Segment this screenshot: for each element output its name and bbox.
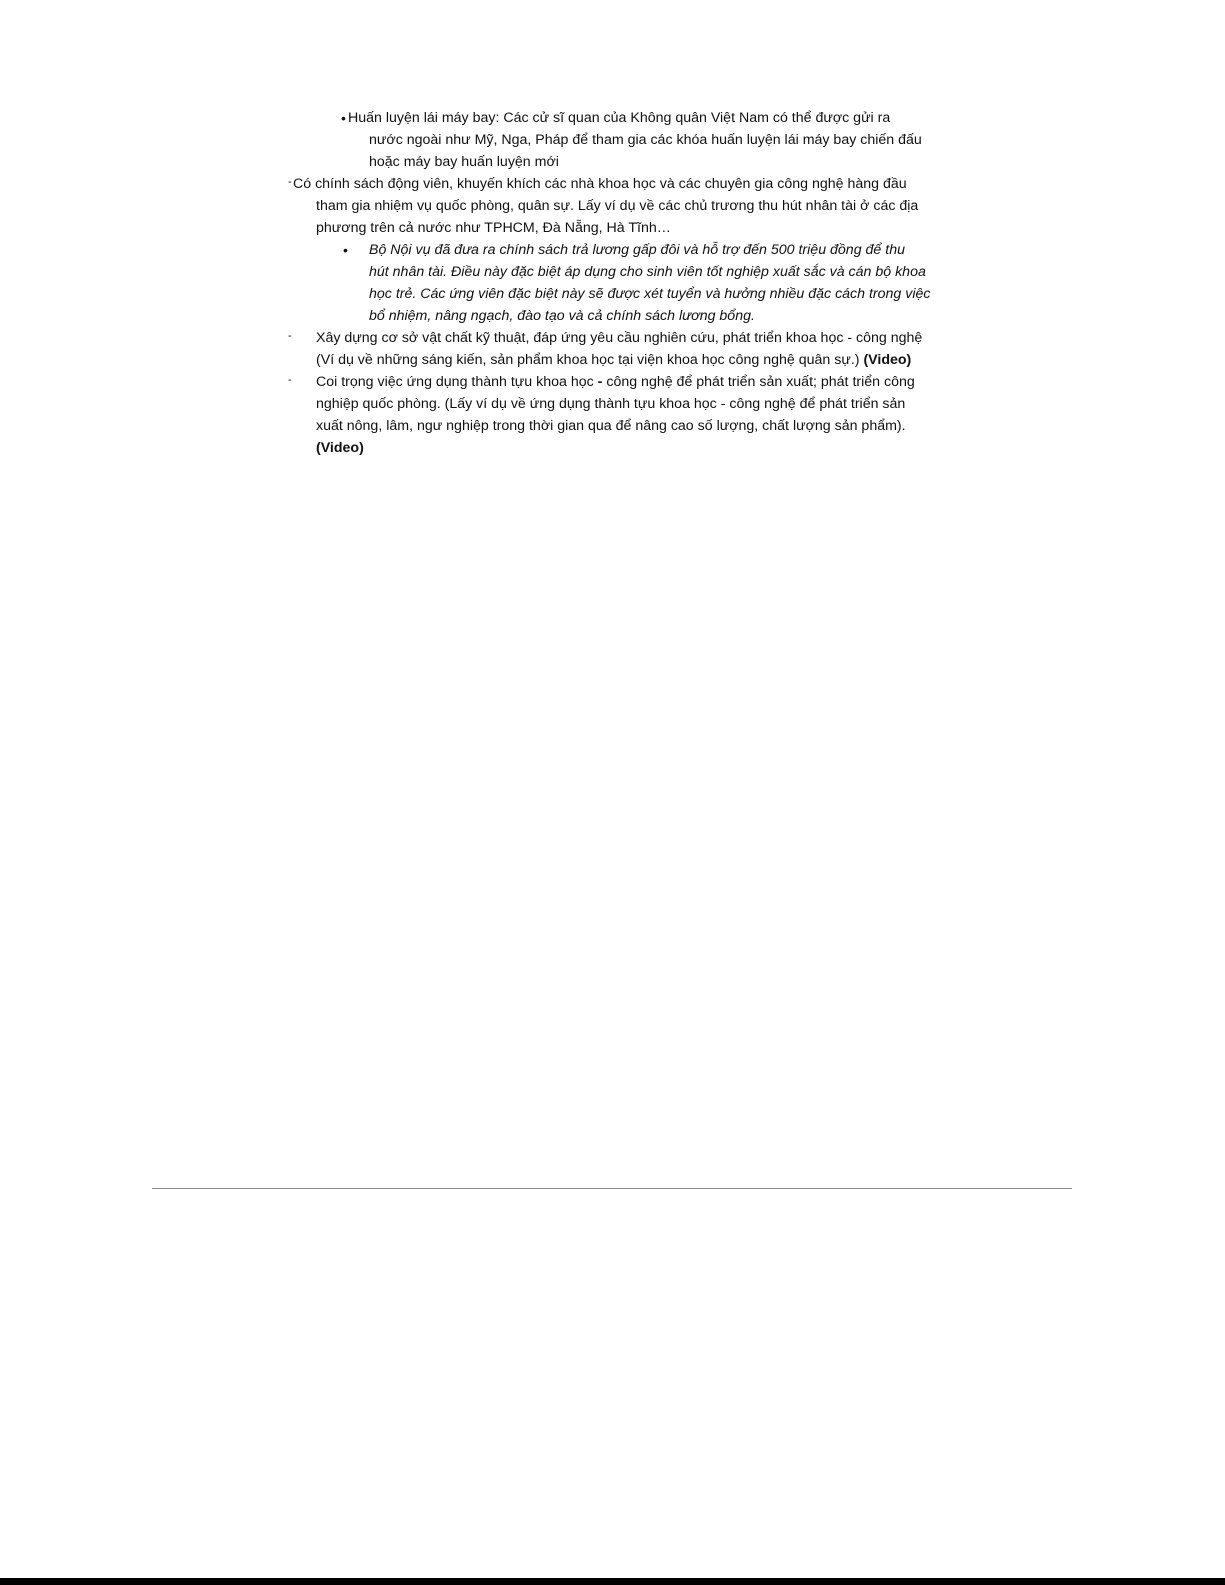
dash-line	[316, 350, 911, 370]
page-bottom-edge	[0, 1578, 1225, 1585]
bullet-line: bổ nhiệm, nâng ngạch, đào tạo và cả chính sách lương bổng.	[369, 308, 755, 324]
dash-line: xuất nông, lâm, ngư nghiệp trong thời gian qua để nâng cao số lượng, chất lượng sản phẩm).	[316, 418, 906, 434]
dash-line-text: Coi trọng việc ứng dụng thành tựu khoa học	[316, 374, 594, 390]
dash-line	[316, 372, 915, 392]
dash-line-text: công nghệ để phát triển sản xuất; phát triển công	[606, 374, 915, 390]
bullet-line: hút nhân tài. Điều này đặc biệt áp dụng cho sinh viên tốt nghiệp xuất sắc và cán bộ khoa	[369, 264, 926, 280]
dash-line: tham gia nhiệm vụ quốc phòng, quân sự. Lấy ví dụ về các chủ trương thu hút nhân tài ở các địa	[316, 198, 919, 214]
dash-line: Có chính sách động viên, khuyến khích các nhà khoa học và các chuyên gia công nghệ hàng đầu	[293, 176, 907, 192]
dash-marker: -	[288, 374, 292, 386]
bold-dash: -	[597, 374, 603, 390]
bullet-line: hoặc máy bay huấn luyện mới	[369, 154, 559, 170]
bullet-line: Bộ Nội vụ đã đưa ra chính sách trả lương gấp đôi và hỗ trợ đến 500 triệu đồng để thu	[369, 242, 905, 258]
bullet-marker: •	[343, 242, 348, 258]
dash-marker: -	[288, 176, 292, 188]
video-link: (Video)	[863, 352, 912, 368]
page-divider	[152, 1188, 1072, 1189]
bullet-marker: •	[341, 110, 346, 126]
bullet-line: học trẻ. Các ứng viên đặc biệt này sẽ được xét tuyển và hưởng nhiều đặc cách trong việc	[369, 286, 931, 302]
dash-marker: -	[288, 330, 292, 342]
dash-line: Xây dựng cơ sở vật chất kỹ thuật, đáp ứng yêu cầu nghiên cứu, phát triển khoa học - công nghệ	[316, 330, 923, 346]
dash-line: nghiệp quốc phòng. (Lấy ví dụ về ứng dụng thành tựu khoa học - công nghệ để phát triển sản	[316, 396, 906, 412]
video-link: (Video)	[316, 440, 364, 456]
dash-line: phương trên cả nước như TPHCM, Đà Nẵng, Hà Tĩnh…	[316, 220, 671, 236]
bullet-line: nước ngoài như Mỹ, Nga, Pháp để tham gia các khóa huấn luyện lái máy bay chiến đấu	[369, 132, 922, 148]
dash-line-text: (Ví dụ về những sáng kiến, sản phẩm khoa học tại viện khoa học công nghệ quân sự.)	[316, 352, 860, 368]
bullet-line: Huấn luyện lái máy bay: Các cử sĩ quan của Không quân Việt Nam có thể được gửi ra	[348, 110, 891, 126]
